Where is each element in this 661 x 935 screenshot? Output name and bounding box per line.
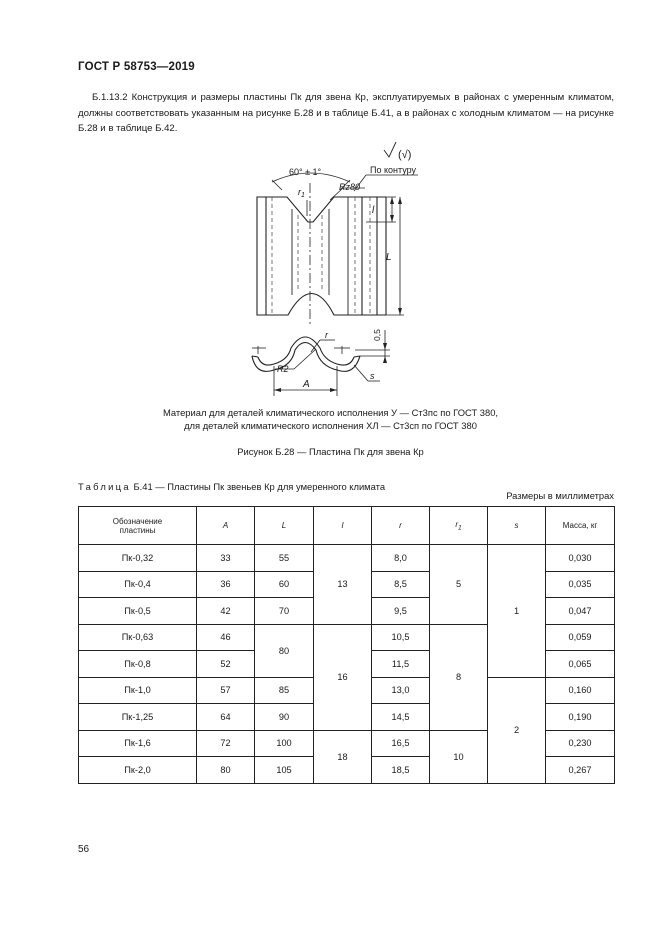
intro-text: Б.1.13.2 Конструкция и размеры пластины Пк для звена Кр, эксплуатируемых в районах с умеренным климатом, должны соответствовать указанным на рисунке Б.28 и в таблице Б.41, а в районах с холодным климатом — на рисунке Б.28 и в таблице Б.42. — [78, 92, 614, 134]
cell-name: Пк-0,8 — [79, 651, 197, 678]
material-note — [0, 406, 661, 432]
contour-label: По контуру — [370, 165, 417, 175]
cell-mass: 0,065 — [546, 651, 615, 678]
cell-r: 14,5 — [372, 704, 430, 731]
material-line-1: Материал для деталей климатического исполнения У — Ст3пс по ГОСТ 380, — [162, 407, 499, 418]
cell-A: 33 — [197, 545, 255, 572]
r1-label — [298, 187, 305, 199]
roughness-symbol — [384, 142, 396, 157]
cell-mass: 0,059 — [546, 624, 615, 651]
cell-L: 100 — [255, 730, 314, 757]
L-dim-label: L — [386, 252, 392, 263]
header-l: l — [314, 507, 372, 545]
page-number: 56 — [78, 844, 90, 855]
cell-name: Пк-1,25 — [79, 704, 197, 731]
table-row — [79, 545, 615, 572]
document-header: ГОСТ Р 58753—2019 — [78, 61, 195, 73]
cell-L: 60 — [255, 571, 314, 598]
cell-A: 80 — [197, 757, 255, 784]
table-title — [78, 481, 385, 492]
cell-A: 52 — [197, 651, 255, 678]
header-mass: Масса, кг — [546, 507, 615, 545]
cell-name: Пк-0,4 — [79, 571, 197, 598]
cell-A: 42 — [197, 598, 255, 625]
angle-label: 60° ± 1° — [289, 167, 322, 177]
cell-mass: 0,190 — [546, 704, 615, 731]
cell-l-merged: 18 — [314, 730, 372, 783]
header-r1-sub: 1 — [457, 524, 462, 532]
r1-sub: 1 — [301, 192, 305, 199]
header-A: A — [197, 507, 255, 545]
header-r1 — [430, 507, 488, 545]
table-title-label: Таблица — [78, 481, 131, 492]
cell-mass: 0,230 — [546, 730, 615, 757]
figure-caption: Рисунок Б.28 — Пластина Пк для звена Кр — [237, 446, 424, 457]
l-dim-label: l — [372, 205, 375, 216]
cell-r: 18,5 — [372, 757, 430, 784]
cell-name: Пк-2,0 — [79, 757, 197, 784]
cell-L: 105 — [255, 757, 314, 784]
roughness-mark: (√) — [398, 149, 412, 161]
cell-mass: 0,047 — [546, 598, 615, 625]
cell-r: 8,5 — [372, 571, 430, 598]
cell-r: 11,5 — [372, 651, 430, 678]
cell-r: 10,5 — [372, 624, 430, 651]
cell-name: Пк-0,5 — [79, 598, 197, 625]
cell-mass: 0,035 — [546, 571, 615, 598]
header-s: s — [488, 507, 546, 545]
cell-l-merged: 16 — [314, 624, 372, 730]
plate-outline — [257, 197, 362, 315]
r1-letter: r — [298, 187, 301, 197]
cell-r: 13,0 — [372, 677, 430, 704]
plate-drawing — [0, 0, 661, 405]
cell-L: 70 — [255, 598, 314, 625]
thickness-label: 0,5 — [372, 329, 382, 341]
cell-r1-merged: 8 — [430, 624, 488, 730]
cell-L-merged: 80 — [255, 624, 314, 677]
cell-A: 36 — [197, 571, 255, 598]
table-title-rest: Б.41 — Пластины Пк звеньев Кр для умеренного климата — [133, 481, 386, 492]
cell-s-merged: 1 — [488, 545, 546, 678]
cell-s-merged: 2 — [488, 677, 546, 783]
header-r1-letter: r — [455, 519, 458, 529]
cell-A: 46 — [197, 624, 255, 651]
cell-r: 9,5 — [372, 598, 430, 625]
cell-mass: 0,267 — [546, 757, 615, 784]
header-designation-2: пластины — [119, 525, 156, 535]
cell-r1-merged: 10 — [430, 730, 488, 783]
r-label: r — [325, 330, 328, 340]
header-r: r — [372, 507, 430, 545]
cell-mass: 0,160 — [546, 677, 615, 704]
header-L: L — [255, 507, 314, 545]
header-designation — [79, 507, 197, 545]
cell-r: 16,5 — [372, 730, 430, 757]
cell-name: Пк-1,6 — [79, 730, 197, 757]
material-line-2: для деталей климатического исполнения ХЛ — Ст3сп по ГОСТ 380 — [184, 420, 477, 431]
A-dim-label: A — [303, 379, 310, 390]
cell-l-merged: 13 — [314, 545, 372, 625]
cell-A: 72 — [197, 730, 255, 757]
section-profile — [252, 343, 360, 372]
cell-r: 8,0 — [372, 545, 430, 572]
cell-A: 57 — [197, 677, 255, 704]
table-header-row — [79, 507, 615, 545]
rz-label: Rz80 — [339, 182, 361, 192]
cell-r1-merged: 5 — [430, 545, 488, 625]
s-label: s — [370, 371, 375, 381]
cell-name: Пк-0,32 — [79, 545, 197, 572]
header-designation-1: Обозначение — [112, 516, 163, 526]
cell-L: 90 — [255, 704, 314, 731]
cell-mass: 0,030 — [546, 545, 615, 572]
cell-L: 85 — [255, 677, 314, 704]
R2-label: R2 — [277, 364, 289, 374]
cell-L: 55 — [255, 545, 314, 572]
cell-name: Пк-1,0 — [79, 677, 197, 704]
plates-table — [78, 506, 615, 784]
cell-A: 64 — [197, 704, 255, 731]
table-units: Размеры в миллиметрах — [506, 490, 614, 501]
cell-name: Пк-0,63 — [79, 624, 197, 651]
